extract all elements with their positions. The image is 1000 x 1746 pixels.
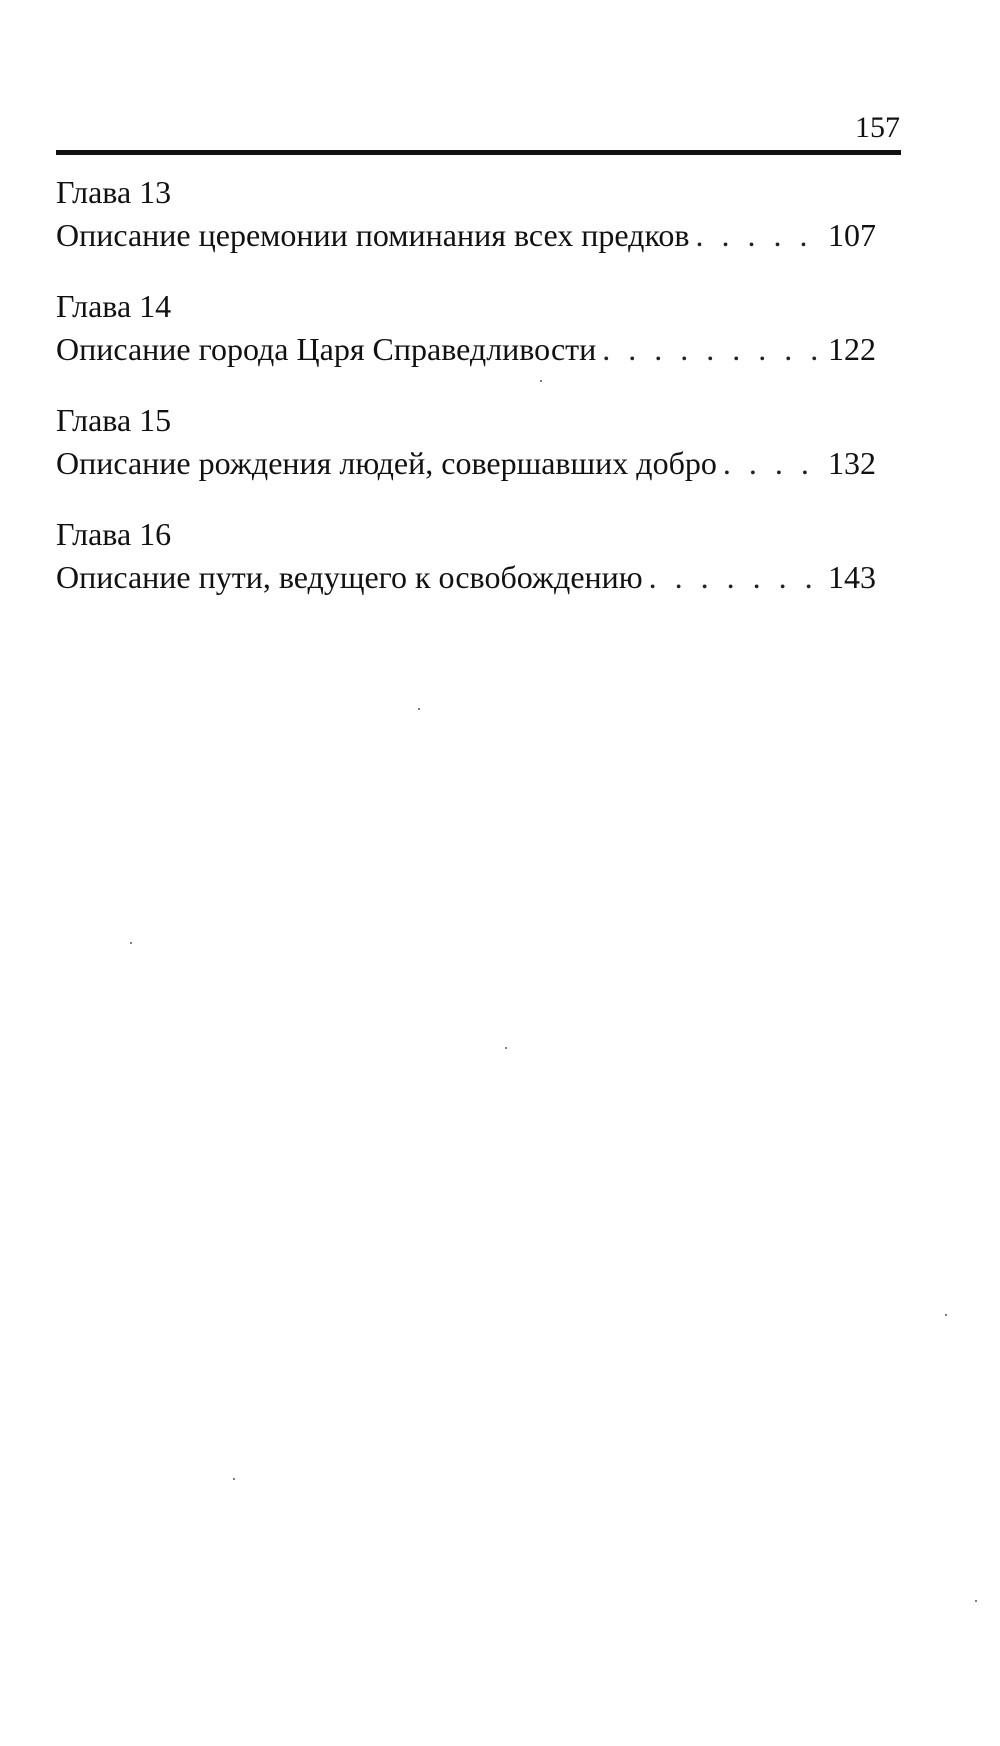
chapter-label: Глава 13 xyxy=(56,174,172,210)
toc-entry xyxy=(56,514,876,600)
scan-speck xyxy=(233,1478,235,1480)
toc-entry xyxy=(56,172,876,258)
scan-speck xyxy=(418,708,420,710)
dot-leader xyxy=(649,554,820,600)
header-rule xyxy=(56,150,901,155)
toc-line xyxy=(56,440,876,486)
page-number: 157 xyxy=(855,111,900,144)
chapter-page: 143 xyxy=(828,559,876,595)
chapter-title: Описание города Царя Справедливости xyxy=(56,331,597,367)
chapter-title: Описание церемонии поминания всех предков xyxy=(56,217,690,253)
scan-speck xyxy=(975,1600,977,1602)
chapter-page: 107 xyxy=(828,217,876,253)
toc-line xyxy=(56,326,876,372)
chapter-page: 132 xyxy=(828,445,876,481)
toc-line xyxy=(56,554,876,600)
dot-leader xyxy=(695,212,820,258)
toc-entry xyxy=(56,286,876,372)
scan-speck xyxy=(540,380,542,382)
table-of-contents xyxy=(56,172,876,628)
chapter-label: Глава 16 xyxy=(56,516,172,552)
scan-speck xyxy=(505,1047,507,1049)
chapter-page: 122 xyxy=(828,331,876,367)
chapter-title: Описание пути, ведущего к освобождению xyxy=(56,559,643,595)
chapter-label: Глава 14 xyxy=(56,288,172,324)
scan-speck xyxy=(130,942,132,944)
dot-leader xyxy=(723,440,820,486)
scan-speck xyxy=(945,1314,947,1316)
toc-line xyxy=(56,212,876,258)
toc-entry xyxy=(56,400,876,486)
chapter-label: Глава 15 xyxy=(56,402,172,438)
chapter-title: Описание рождения людей, совершавших добро xyxy=(56,445,717,481)
dot-leader xyxy=(602,326,820,372)
